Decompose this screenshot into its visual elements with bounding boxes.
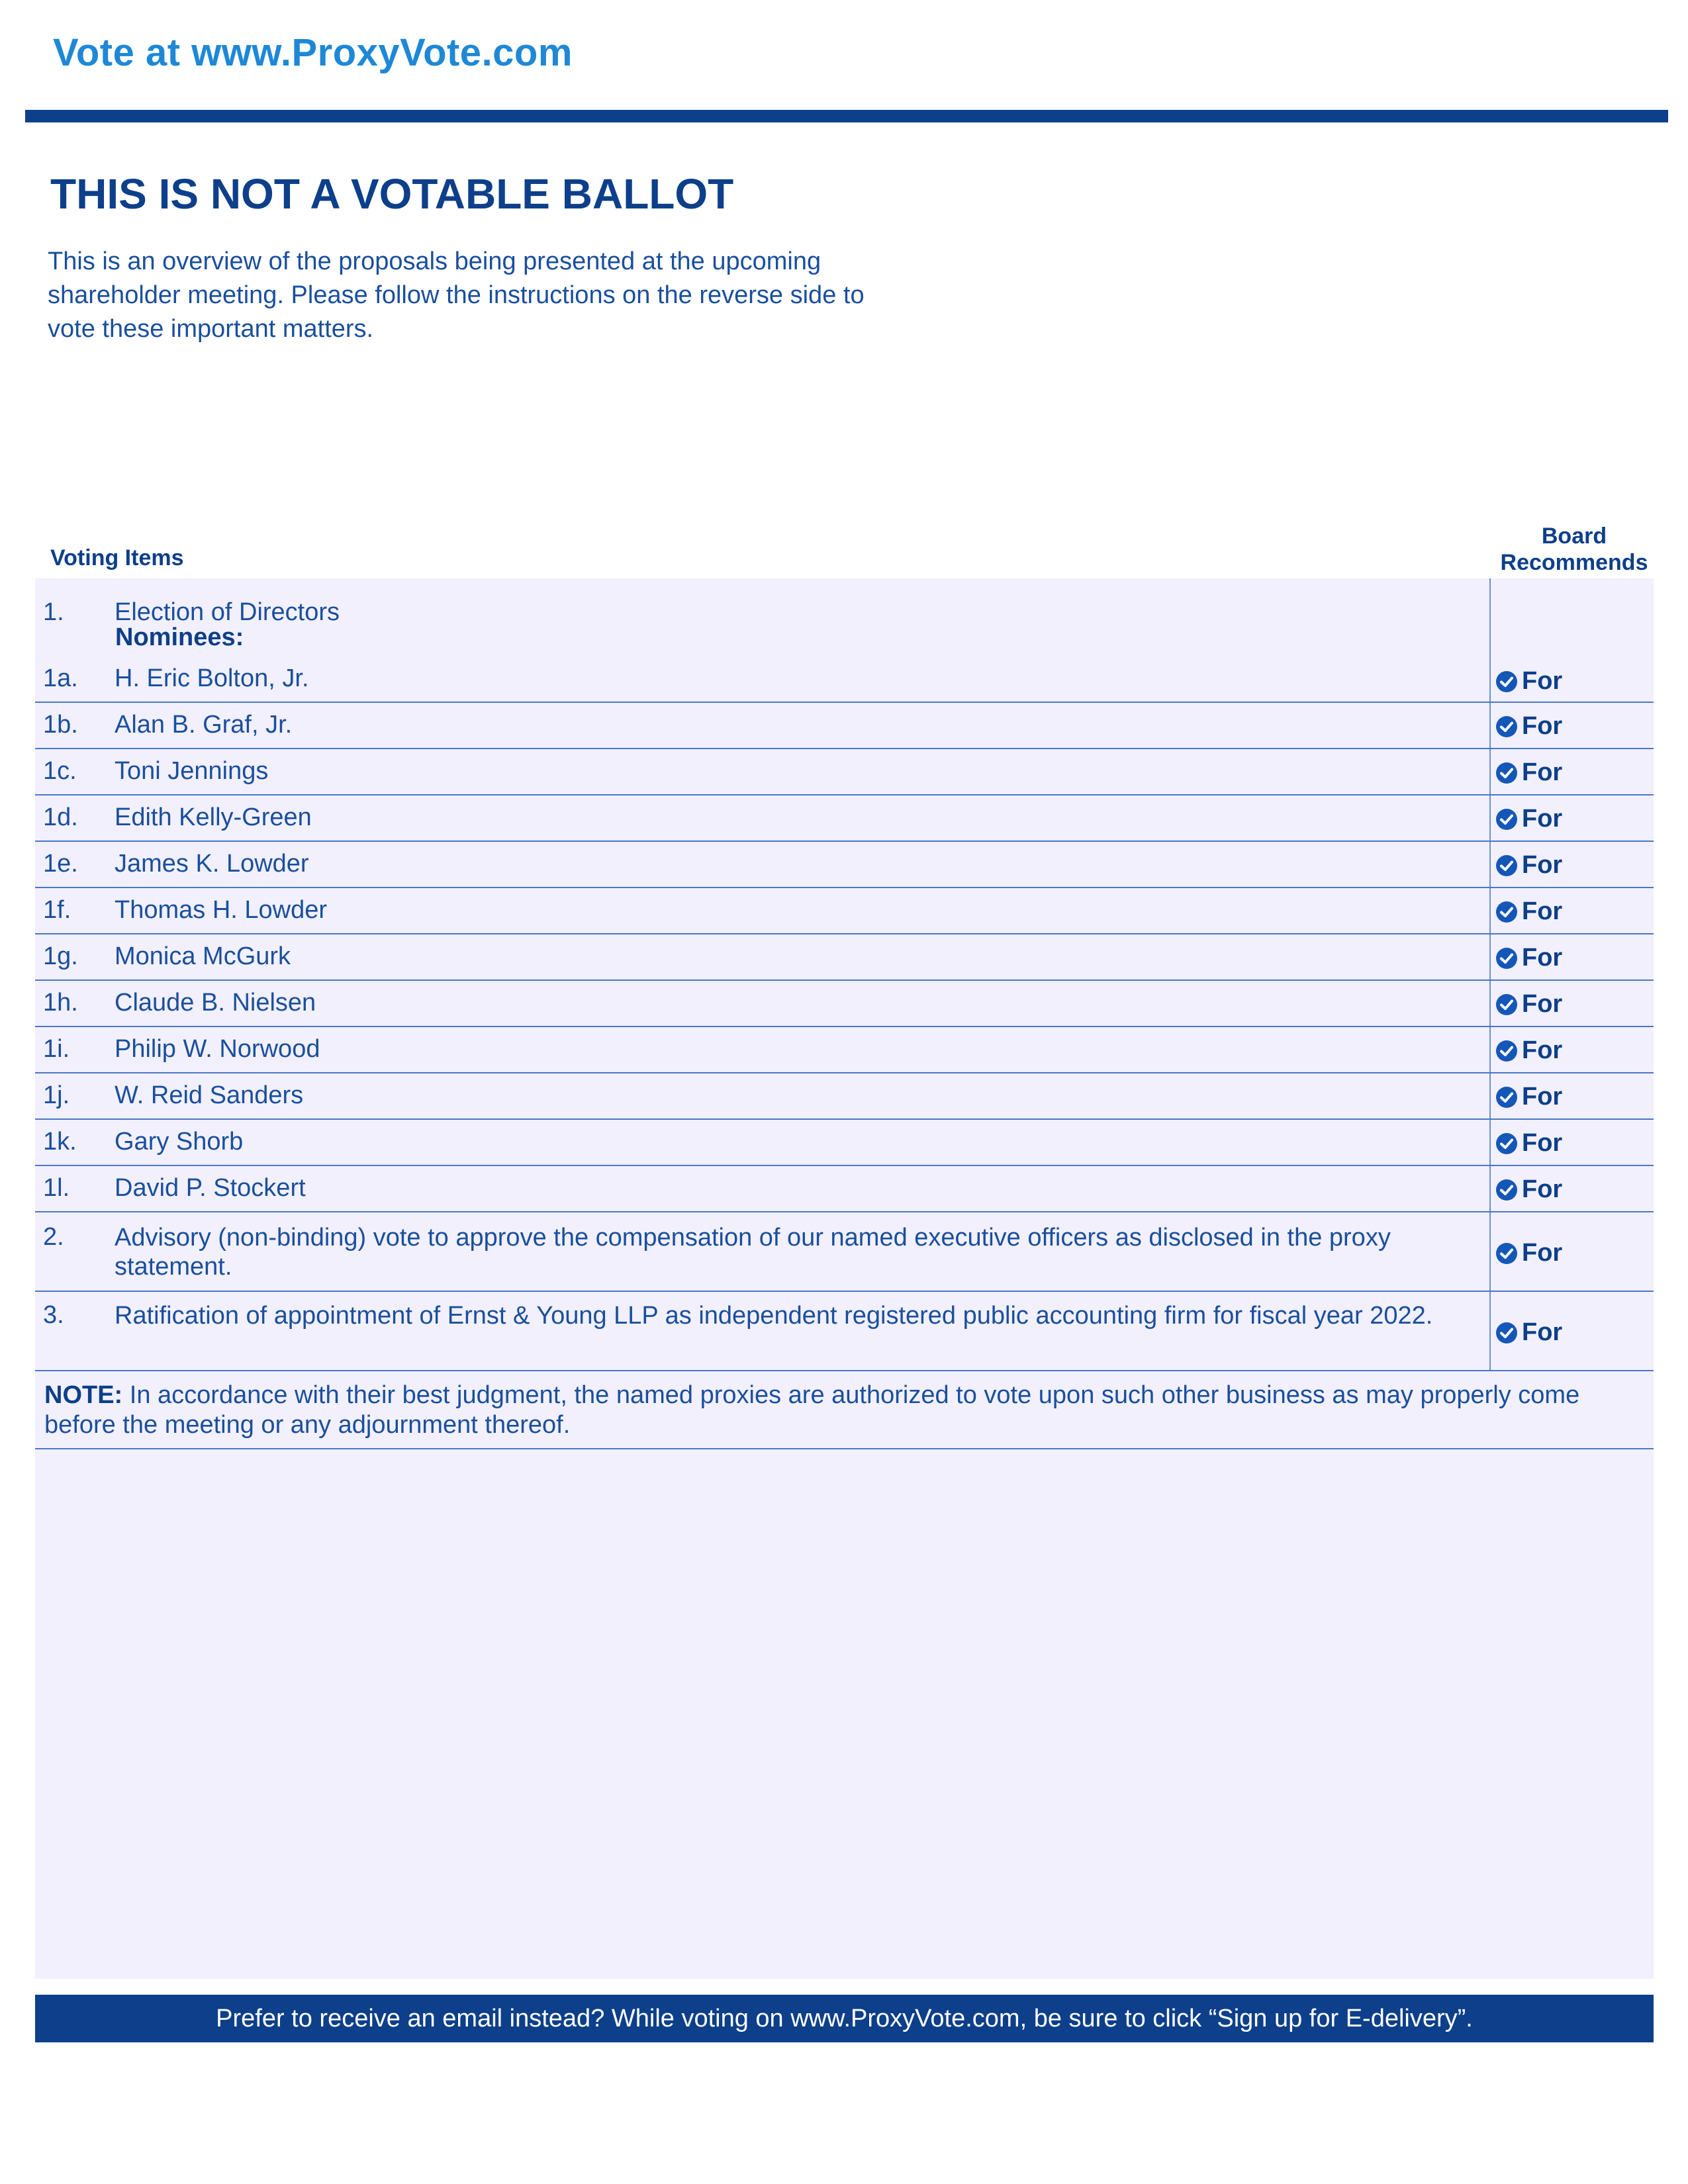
nominee-name: Alan B. Graf, Jr. xyxy=(115,711,293,739)
nominee-name: H. Eric Bolton, Jr. xyxy=(115,664,309,692)
checkmark-icon xyxy=(1495,808,1518,831)
checkmark-icon xyxy=(1495,1242,1518,1265)
recommendation xyxy=(1495,1175,1562,1204)
note-text: In accordance with their best judgment, the named proxies are authorized to vote upon such other business as may properly come before the meeting or any adjournment thereof. xyxy=(44,1381,1580,1439)
table-row-proposal-3 xyxy=(35,1292,1654,1371)
table-row xyxy=(35,1120,1654,1166)
checkmark-icon xyxy=(1495,901,1518,923)
nominee-number: 1a. xyxy=(43,664,78,692)
recommendation xyxy=(1495,667,1562,696)
recommendation-text: For xyxy=(1522,667,1563,695)
recommendation-text: For xyxy=(1522,897,1563,925)
nominee-name: Philip W. Norwood xyxy=(115,1035,320,1063)
checkmark-icon xyxy=(1495,854,1518,877)
nominee-name: Thomas H. Lowder xyxy=(115,896,328,924)
recommendation-text: For xyxy=(1522,805,1563,833)
checkmark-icon xyxy=(1495,1322,1518,1344)
nominee-name: W. Reid Sanders xyxy=(115,1081,304,1109)
recommendation-text: For xyxy=(1522,1036,1563,1064)
nominee-name: James K. Lowder xyxy=(115,850,309,878)
recommendation xyxy=(1495,1129,1562,1158)
board-recommends-line1: Board xyxy=(1541,523,1607,549)
checkmark-icon xyxy=(1495,670,1518,693)
table-row xyxy=(35,703,1654,749)
table-row xyxy=(35,888,1654,934)
table-row xyxy=(35,1073,1654,1120)
recommendation-text: For xyxy=(1522,1318,1563,1346)
item-number: 1. xyxy=(43,598,64,626)
table-row-election xyxy=(35,578,1654,703)
nominee-number: 1e. xyxy=(43,850,78,878)
item-label: Election of Directors xyxy=(115,598,340,626)
recommendation-text: For xyxy=(1522,851,1563,879)
table-row-proposal-2 xyxy=(35,1212,1654,1292)
table-row xyxy=(35,749,1654,796)
nominee-name: Claude B. Nielsen xyxy=(115,989,316,1017)
recommendation xyxy=(1495,1083,1562,1111)
proposal-text: Ratification of appointment of Ernst & Young LLP as independent registered public accounting firm for fiscal year 2022. xyxy=(115,1302,1433,1330)
nominee-number: 1i. xyxy=(43,1035,70,1063)
intro-paragraph: This is an overview of the proposals being presented at the upcoming shareholder meeting. Please follow the instructions on the reverse side to vote these important matters. xyxy=(48,248,865,343)
recommendation xyxy=(1495,990,1562,1019)
header-rule xyxy=(25,110,1668,122)
recommendation xyxy=(1495,712,1562,741)
note-row xyxy=(35,1371,1654,1449)
recommendation xyxy=(1495,805,1562,833)
recommendation xyxy=(1495,897,1562,926)
recommendation xyxy=(1495,758,1562,787)
nominee-number: 1f. xyxy=(43,896,71,924)
recommendation-text: For xyxy=(1522,1175,1563,1203)
checkmark-icon xyxy=(1495,993,1518,1016)
checkmark-icon xyxy=(1495,1040,1518,1062)
nominee-number: 1k. xyxy=(43,1128,77,1156)
checkmark-icon xyxy=(1495,1132,1518,1155)
recommendation-text: For xyxy=(1522,1129,1563,1157)
proxyvote-header-link: Vote at www.ProxyVote.com xyxy=(53,31,573,74)
checkmark-icon xyxy=(1495,947,1518,970)
recommendation xyxy=(1495,944,1562,972)
note-label: NOTE: xyxy=(44,1381,123,1409)
nominee-number: 1d. xyxy=(43,803,78,831)
nominee-name: Toni Jennings xyxy=(115,757,269,785)
nominee-number: 1h. xyxy=(43,989,78,1017)
voting-items-header: Voting Items xyxy=(50,545,184,570)
table-row xyxy=(35,981,1654,1027)
nominee-number: 1b. xyxy=(43,711,78,739)
edelivery-text: Prefer to receive an email instead? While voting on www.ProxyVote.com, be sure to click “Sign up for E-delivery”. xyxy=(216,2004,1473,2032)
note-paragraph xyxy=(44,1381,1633,1440)
nominee-name: Edith Kelly-Green xyxy=(115,803,312,831)
nominee-name: Monica McGurk xyxy=(115,942,291,970)
checkmark-icon xyxy=(1495,1179,1518,1201)
table-row xyxy=(35,1166,1654,1212)
proposal-number: 2. xyxy=(43,1223,64,1251)
recommendation xyxy=(1495,851,1562,880)
page-title: THIS IS NOT A VOTABLE BALLOT xyxy=(50,170,734,218)
proposal-number: 3. xyxy=(43,1301,64,1329)
board-recommends-header xyxy=(1484,523,1664,576)
recommendation xyxy=(1495,1318,1562,1347)
nominees-label: Nominees: xyxy=(115,623,244,651)
checkmark-icon xyxy=(1495,762,1518,784)
recommendation-text: For xyxy=(1522,758,1563,786)
recommendation-text: For xyxy=(1522,712,1563,740)
nominee-name: David P. Stockert xyxy=(115,1174,306,1202)
nominee-number: 1l. xyxy=(43,1174,70,1202)
recommendation-text: For xyxy=(1522,1239,1563,1267)
edelivery-banner xyxy=(35,1995,1654,2042)
nominee-number: 1g. xyxy=(43,942,78,970)
checkmark-icon xyxy=(1495,715,1518,738)
nominee-number: 1j. xyxy=(43,1081,70,1109)
recommendation-text: For xyxy=(1522,1083,1563,1111)
recommendation-text: For xyxy=(1522,944,1563,972)
table-row xyxy=(35,1027,1654,1073)
checkmark-icon xyxy=(1495,1086,1518,1109)
nominee-number: 1c. xyxy=(43,757,77,785)
proposal-text: Advisory (non-binding) vote to approve the compensation of our named executive officers as disclosed in the proxy statement. xyxy=(115,1224,1391,1281)
recommendation xyxy=(1495,1239,1562,1267)
nominee-name: Gary Shorb xyxy=(115,1128,244,1156)
table-row xyxy=(35,842,1654,888)
recommendation xyxy=(1495,1036,1562,1065)
board-recommends-line2: Recommends xyxy=(1500,550,1648,575)
recommendation-text: For xyxy=(1522,990,1563,1018)
table-row xyxy=(35,796,1654,842)
table-row xyxy=(35,934,1654,981)
